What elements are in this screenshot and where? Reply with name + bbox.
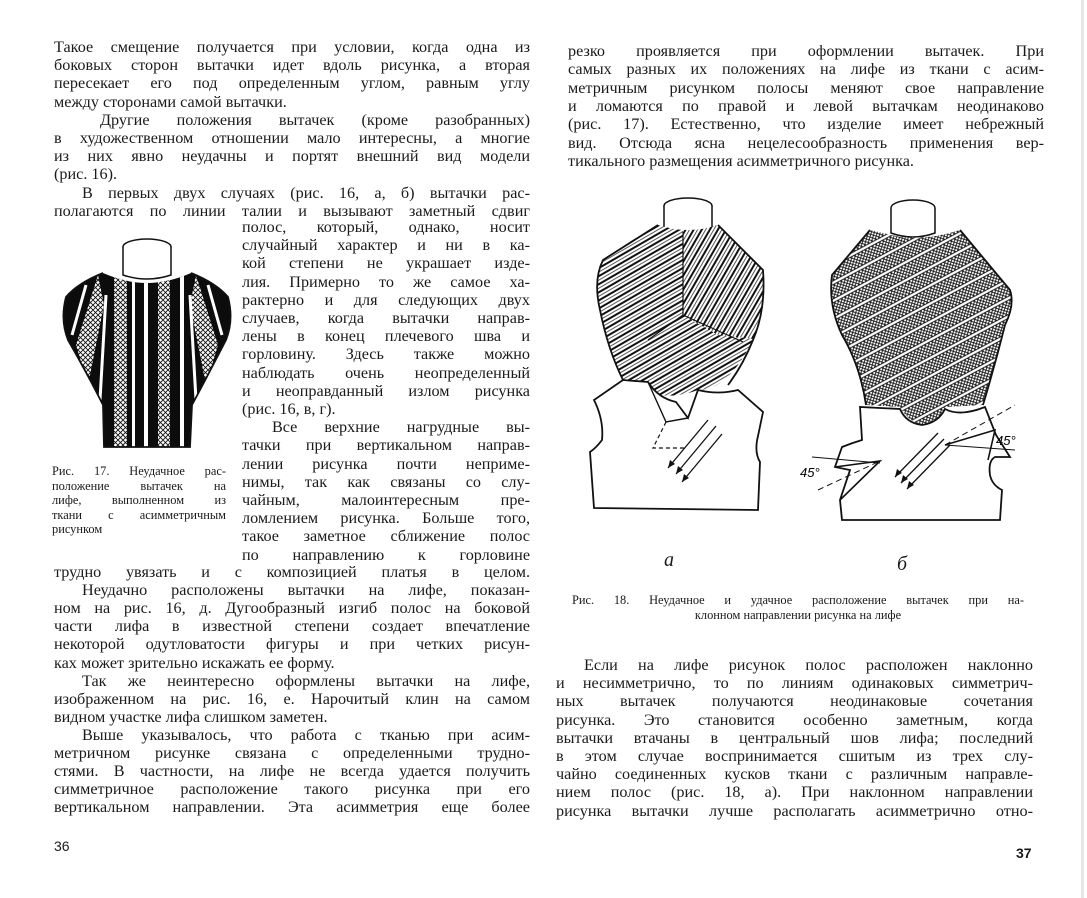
page-number-left: 36 (54, 838, 70, 854)
angle-label-left: 45° (800, 465, 820, 480)
text-line: наблюдать очень неопределенный (242, 363, 530, 382)
text-line: вид. Отсюда ясна нецелесообразность применения вер- (568, 133, 1044, 152)
text-line: нием полос (рис. 18, а). При наклонном направлении (556, 783, 1033, 802)
text-line: пересекает его под определенным углом, равным углу (54, 74, 530, 93)
text-line: рисунка вытачки лучше располагать асимметрично отно- (556, 801, 1033, 820)
text-line: горловину. Здесь также можно (242, 345, 530, 364)
text-line: в этом случае воспринимается сшитым из трех слу- (556, 747, 1033, 765)
text-line: и несимметрично, то по линиям одинаковых симметрич- (556, 674, 1033, 693)
text-line: лении рисунка почти неприме- (242, 454, 530, 473)
text-line: Если на лифе рисунок полос расположен наклонно (584, 656, 1033, 674)
text-line: между сторонами самой вытачки. (54, 92, 287, 111)
text-line: кой степени не украшает изде- (242, 254, 530, 273)
text-line: ках может зрительно искажать ее форму. (54, 653, 335, 672)
text-line: вертикальном направлении. Эта асимметрия еще более (54, 798, 530, 817)
text-line: метричном рисунке связана с определенными трудно- (54, 744, 530, 762)
book-spine-edge (1081, 0, 1084, 898)
text-line: по направлению к горловине (242, 545, 530, 564)
text-line: Рис. 18. Неудачное и удачное расположение вытачек при на- (572, 593, 1024, 607)
text-line: резко проявляется при оформлении вытачек. При (568, 42, 1044, 60)
text-line: ном на рис. 16, д. Дугообразный изгиб полос на боковой (54, 599, 530, 618)
text-line: изображенном на рис. 16, е. Нарочитый клин на самом (54, 689, 530, 708)
text-line: лия. Примерно то же самое ха- (242, 272, 530, 291)
figure-17-bodice-illustration (58, 235, 236, 457)
text-line: трудно увязать и с композицией платья в целом. (54, 563, 530, 581)
figure-18b-bodice-illustration (800, 195, 1025, 525)
text-line: чайным, малоинтересным пре- (242, 491, 530, 509)
text-line: Другие положения вытачек (кроме разобранных) (100, 110, 530, 129)
text-line: и ломаются по правой и левой вытачкам неодинаково (568, 96, 1044, 115)
angle-label-right: 45° (996, 433, 1016, 448)
text-line: В первых двух случаях (рис. 16, а, б) вытачки рас- (82, 183, 530, 202)
text-line: и неоправданный излом рисунка (242, 381, 530, 400)
text-line: Рис. 17. Неудачное рас- (52, 464, 226, 478)
text-line: ткани с асимметричным (52, 507, 226, 522)
text-line: полос, который, однако, носит (242, 218, 530, 236)
text-line: случаев, когда вытачки направ- (242, 309, 530, 327)
text-line: чайно соединенных кусков ткани с различным направле- (556, 765, 1033, 784)
text-line: (рис. 17). Естественно, что изделие имеет небрежный (568, 115, 1044, 134)
page-number-right: 37 (1016, 845, 1032, 861)
text-line: ломлением рисунка. Больше того, (242, 509, 530, 528)
text-line: части лифа в известной степени создает впечатление (54, 617, 530, 636)
text-line: Все верхние нагрудные вы- (272, 418, 530, 437)
text-line: боковых сторон вытачки идет вдоль рисунка, а вторая (54, 56, 530, 75)
text-line: ных вытачек получаются неодинаковые сочетания (556, 692, 1033, 711)
text-line: Выше указывалось, что работа с тканью при асим- (82, 725, 530, 744)
text-line: вытачки втачаны в центральный шов лифа; последний (556, 728, 1033, 747)
text-line: тикального размещения асимметричного рисунка. (568, 151, 914, 170)
text-line: тачки при вертикальном направ- (242, 436, 530, 455)
text-line: лены в конец плечевого шва и (242, 327, 530, 346)
text-line: Такое смещение получается при условии, когда одна из (54, 38, 530, 56)
figure-18a-label: а (664, 549, 674, 571)
text-line: (рис. 16). (54, 165, 118, 184)
text-line: метричным рисунком полосы меняют свое направление (568, 78, 1044, 97)
text-line: рисунком (52, 522, 103, 536)
text-line: рактерно и для следующих двух (242, 290, 530, 309)
figure-18a-bodice-illustration (578, 190, 783, 520)
text-line: самых разных их положениях на лифе из ткани с асим- (568, 60, 1044, 79)
text-line: такое заметное сближение полос (242, 527, 530, 546)
text-line: Так же неинтересно оформлены вытачки на лифе, (82, 671, 530, 690)
text-line: в художественном отношении мало интересны, а многие (54, 129, 530, 147)
text-line: лифе, выполненном из (52, 493, 226, 507)
text-line: из них явно неудачны и портят внешний вид модели (54, 147, 530, 166)
text-line: клонном направлении рисунка на лифе (694, 608, 902, 622)
text-line: рисунка. Это становится особенно заметным, когда (556, 710, 1033, 729)
text-line: симметричное расположение такого рисунка при его (54, 780, 530, 799)
text-line: видном участке лифа слишком заметен. (54, 707, 328, 726)
text-line: стями. В частности, на лифе не всегда удается получить (54, 762, 530, 781)
text-line: положение вытачек на (52, 478, 226, 493)
text-line: нимы, так как связаны со слу- (242, 472, 530, 491)
text-line: полагаются по линии талии и вызывают заметный сдвиг (54, 201, 530, 220)
text-line: (рис. 16, в, г). (242, 400, 336, 418)
figure-18b-label: б (897, 553, 908, 575)
text-line: Неудачно расположены вытачки на лифе, показан- (82, 581, 530, 600)
text-line: случайный характер и ни в ка- (242, 236, 530, 255)
text-line: некоторой одутловатости фигуры и при четких рисун- (54, 635, 530, 654)
